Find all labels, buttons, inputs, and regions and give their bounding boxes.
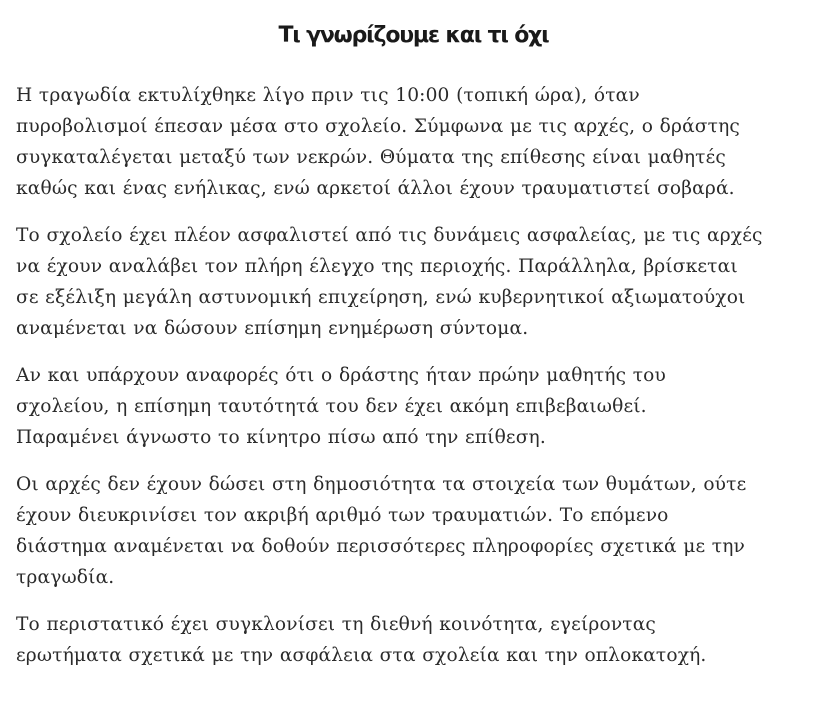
paragraph-line: Η τραγωδία εκτυλίχθηκε λίγο πριν τις 10:00 (τοπική ώρα), όταν — [16, 85, 640, 106]
paragraph-line: τραγωδία. — [16, 567, 115, 588]
article-paragraph — [16, 609, 811, 671]
paragraph-line: σε εξέλιξη μεγάλη αστυνομική επιχείρηση, ενώ κυβερνητικοί αξιωματούχοι — [16, 287, 746, 308]
paragraph-line: Οι αρχές δεν έχουν δώσει στη δημοσιότητα τα στοιχεία των θυμάτων, ούτε — [16, 474, 747, 495]
paragraph-line: έχουν διευκρινίσει τον ακριβή αριθμό των τραυματιών. Το επόμενο — [16, 505, 669, 526]
paragraph-line: Αν και υπάρχουν αναφορές ότι ο δράστης ήταν πρώην μαθητής του — [16, 365, 666, 386]
paragraph-line: καθώς και ένας ενήλικας, ενώ αρκετοί άλλοι έχουν τραυματιστεί σοβαρά. — [16, 178, 735, 199]
paragraph-line: διάστημα αναμένεται να δοθούν περισσότερες πληροφορίες σχετικά με την — [16, 536, 745, 557]
paragraph-line: αναμένεται να δώσουν επίσημη ενημέρωση σύντομα. — [16, 318, 529, 339]
paragraph-line: να έχουν αναλάβει τον πλήρη έλεγχο της περιοχής. Παράλληλα, βρίσκεται — [16, 256, 738, 277]
paragraph-line: ερωτήματα σχετικά με την ασφάλεια στα σχολεία και την οπλοκατοχή. — [16, 645, 707, 666]
paragraph-line: Παραμένει άγνωστο το κίνητρο πίσω από την επίθεση. — [16, 427, 546, 448]
article-paragraph — [16, 80, 811, 204]
paragraph-line: σχολείου, η επίσημη ταυτότητά του δεν έχει ακόμη επιβεβαιωθεί. — [16, 396, 647, 417]
article-paragraph — [16, 220, 811, 344]
paragraph-line: Το σχολείο έχει πλέον ασφαλιστεί από τις δυνάμεις ασφαλείας, με τις αρχές — [16, 225, 763, 246]
paragraph-line: συγκαταλέγεται μεταξύ των νεκρών. Θύματα της επίθεσης είναι μαθητές — [16, 147, 726, 168]
article-paragraph — [16, 469, 811, 593]
article-paragraph — [16, 360, 811, 453]
paragraph-line: πυροβολισμοί έπεσαν μέσα στο σχολείο. Σύμφωνα με τις αρχές, ο δράστης — [16, 116, 740, 137]
article-body — [16, 80, 811, 671]
paragraph-line: Το περιστατικό έχει συγκλονίσει τη διεθνή κοινότητα, εγείροντας — [16, 614, 656, 635]
article-heading: Τι γνωρίζουμε και τι όχι — [278, 23, 549, 48]
